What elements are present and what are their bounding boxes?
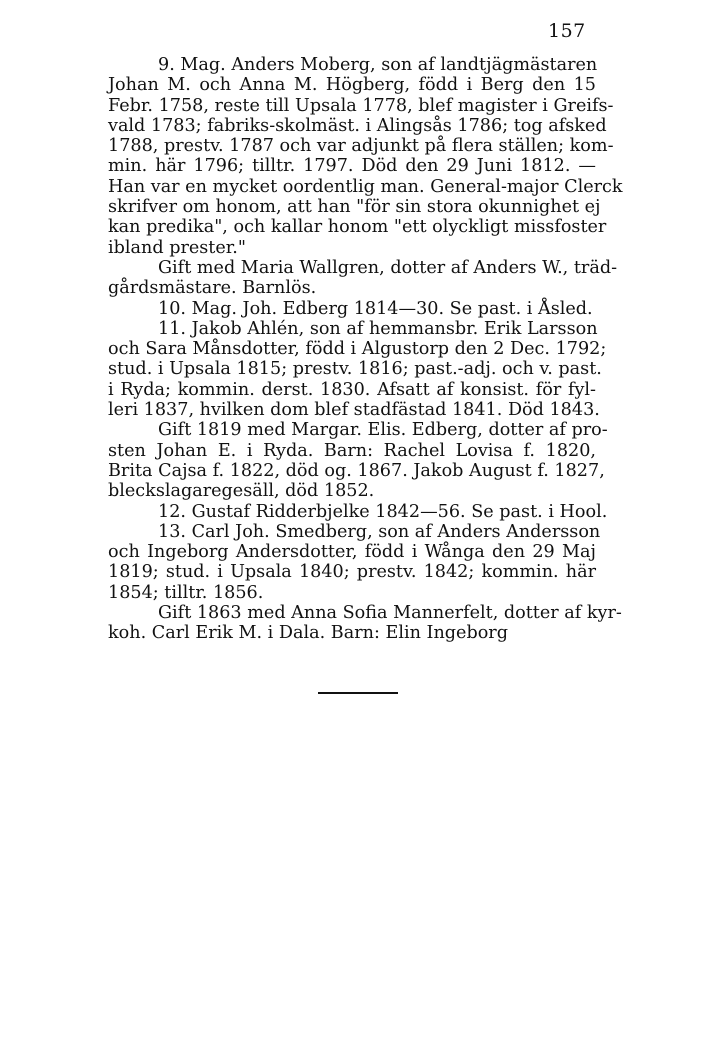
text-line: 10. Mag. Joh. Edberg 1814—30. Se past. i Åsled. [158,298,593,319]
page-number: 157 [548,20,586,42]
text-line: 1854; tilltr. 1856. [108,582,264,603]
paragraph-entry-10 [108,299,596,319]
text-line: 13. Carl Joh. Smedberg, son af Anders Andersson [158,521,601,542]
text-line: stud. i Upsala 1815; prestv. 1816; past.-adj. och v. past. [108,359,602,380]
page-body-text [108,55,623,644]
paragraph-entry-9 [108,55,623,258]
text-line: gårdsmästare. Barnlös. [108,278,317,299]
text-line: vald 1783; fabriks-skolmäst. i Alingsås 1786; tog afsked [108,115,607,136]
paragraph-entry-9-marriage [108,257,618,299]
text-line: i Ryda; kommin. derst. 1830. Afsatt af konsist. för fyl- [108,379,596,400]
text-line: Gift 1819 med Margar. Elis. Edberg, dotter af pro- [158,420,608,441]
text-line: och Sara Månsdotter, född i Algustorp den 2 Dec. 1792; [108,339,607,360]
text-line: Johan M. och Anna M. Högberg, född i Berg den 15 [108,75,596,96]
text-line: Brita Cajsa f. 1822, död og. 1867. Jakob August f. 1827, [108,460,605,481]
text-line: ibland prester." [108,237,246,258]
text-line: bleckslagaregesäll, död 1852. [108,481,375,502]
text-line: 11. Jakob Ahlén, son af hemmansbr. Erik Larsson [158,318,598,339]
text-line: 9. Mag. Anders Moberg, son af landtjägmästaren [158,55,598,75]
text-line: 1788, prestv. 1787 och var adjunkt på flera ställen; kom- [108,136,614,157]
text-line: kan predika", och kallar honom "ett olyckligt missfoster [108,217,607,238]
text-line: leri 1837, hvilken dom blef stadfästad 1841. Död 1843. [108,400,600,421]
text-line: skrifver om honom, att han "för sin stora okunnighet ej [108,197,601,218]
text-line: Gift med Maria Wallgren, dotter af Anders W., träd- [158,257,618,278]
text-line: koh. Carl Erik M. i Dala. Barn: Elin Ingeborg [108,623,508,644]
text-line: sten Johan E. i Ryda. Barn: Rachel Lovisa f. 1820, [108,440,596,461]
paragraph-entry-13 [108,521,601,603]
end-rule [318,692,398,694]
text-line: 1819; stud. i Upsala 1840; prestv. 1842; kommin. här [108,562,596,583]
text-line: 12. Gustaf Ridderbjelke 1842—56. Se past. i Hool. [158,501,608,522]
paragraph-entry-12 [108,501,608,522]
paragraph-entry-11 [108,318,607,421]
paragraph-entry-11-marriage [108,420,608,502]
text-line: min. här 1796; tilltr. 1797. Död den 29 Juni 1812. — [108,156,596,177]
text-line: Febr. 1758, reste till Upsala 1778, blef magister i Greifs- [108,95,614,116]
text-line: Gift 1863 med Anna Sofia Mannerfelt, dotter af kyr- [158,603,622,624]
text-line: Han var en mycket oordentlig man. General-major Clerck [108,176,623,197]
paragraph-entry-13-marriage [108,603,622,644]
text-line: och Ingeborg Andersdotter, född i Wånga den 29 Maj [108,542,596,563]
